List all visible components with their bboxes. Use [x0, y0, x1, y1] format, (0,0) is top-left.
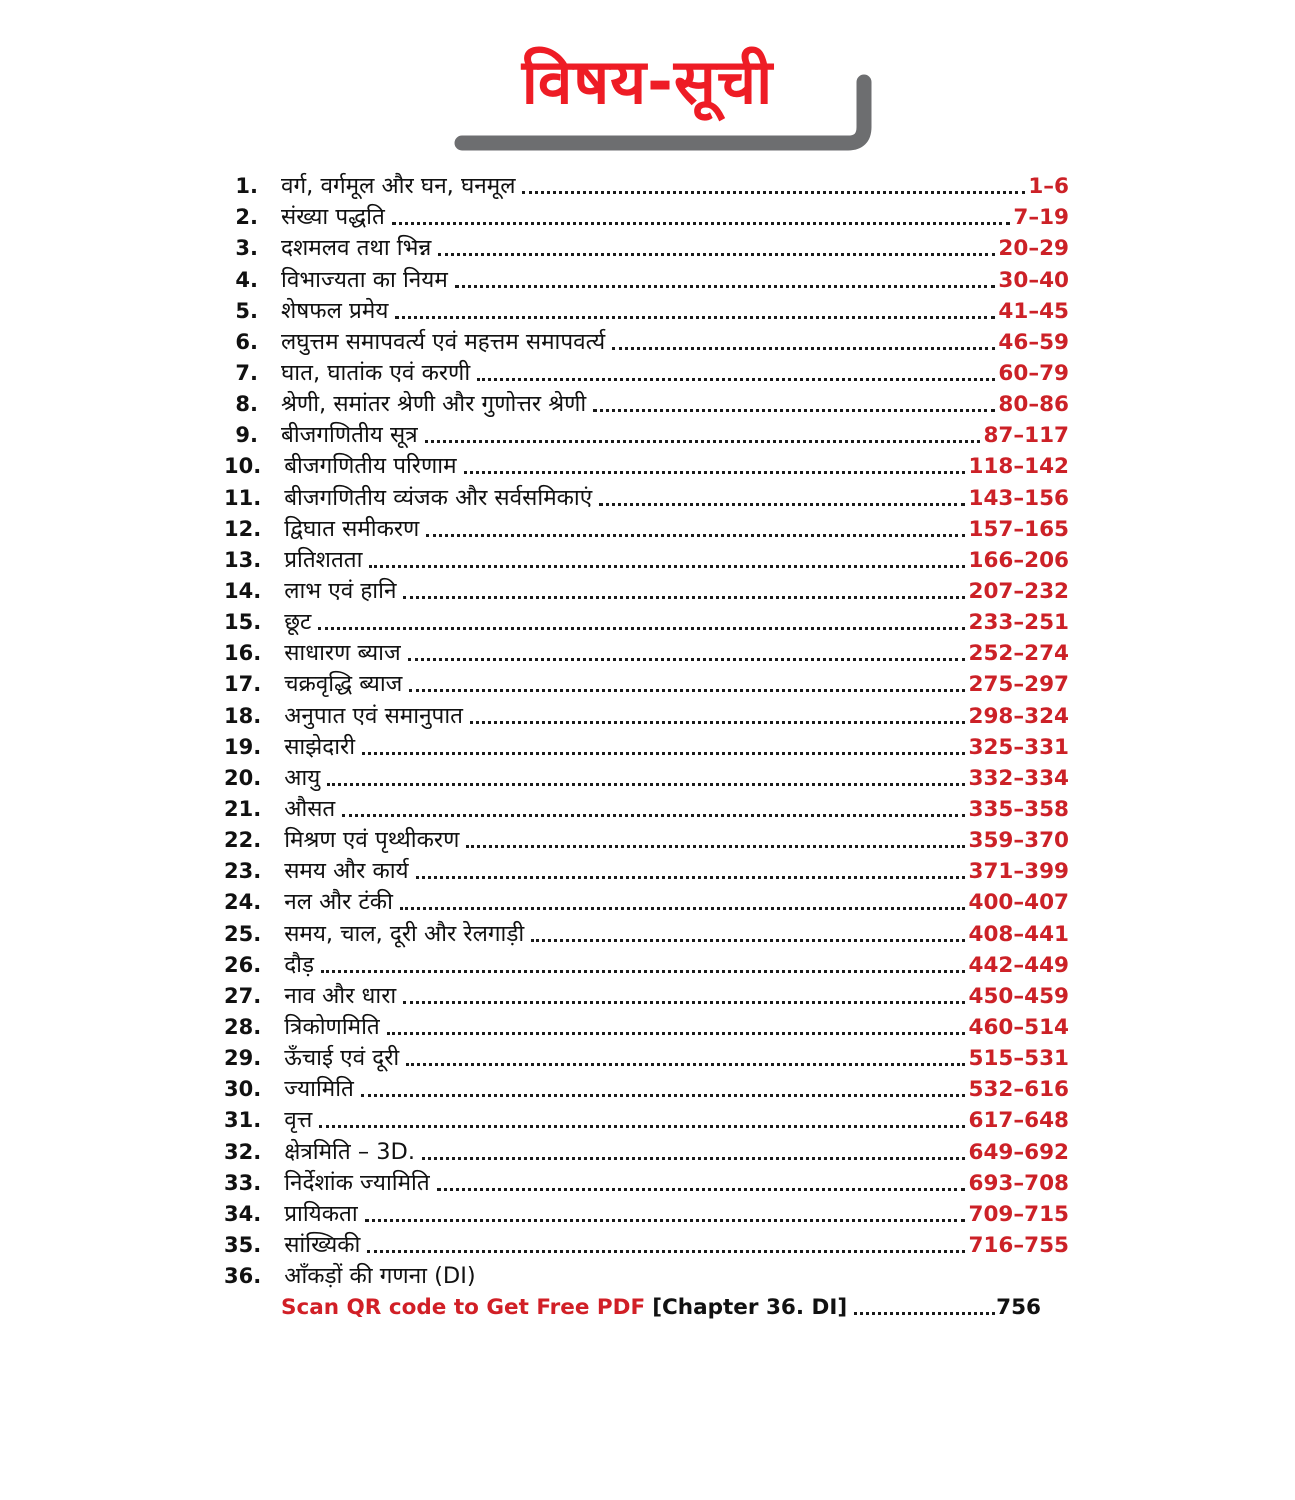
entry-page-range: 709–715 [968, 1201, 1069, 1227]
entry-number: 32. [224, 1139, 262, 1164]
entry-title: ऊँचाई एवं दूरी [284, 1045, 400, 1072]
leader-dots [319, 1125, 965, 1128]
entry-number: 15. [224, 610, 262, 635]
leader-dots [409, 689, 965, 692]
leader-dots [464, 471, 966, 474]
entry-page-range: 87–117 [983, 423, 1069, 449]
entry-title: दौड़ [284, 951, 315, 978]
entry-title: विभाज्यता का नियम [281, 266, 448, 293]
toc-entry [224, 855, 1069, 886]
entry-number: 30. [224, 1077, 262, 1102]
leader-dots [392, 222, 1011, 225]
entry-page-range: 693–708 [968, 1170, 1069, 1196]
leader-dots [612, 347, 995, 350]
entry-number: 21. [224, 796, 262, 821]
leader-dots [361, 1094, 966, 1097]
entry-title: बीजगणितीय व्यंजक और सर्वसमिकाएं [284, 484, 593, 511]
toc-entry [224, 575, 1069, 606]
leader-dots [522, 191, 1025, 194]
entry-number: 10. [224, 454, 262, 479]
entry-number: 12. [224, 516, 262, 541]
entry-number: 11. [224, 485, 262, 510]
entry-number: 9. [235, 423, 258, 448]
entry-number: 5. [235, 298, 258, 323]
qr-note-red-text: Scan QR code to Get Free PDF [281, 1295, 646, 1321]
entry-number: 20. [224, 765, 262, 790]
leader-dots [406, 1063, 965, 1066]
entry-number: 26. [224, 952, 262, 977]
leader-dots [367, 1250, 965, 1253]
entry-title: क्षेत्रमिति – 3D. [284, 1138, 416, 1165]
entry-number: 19. [224, 734, 262, 759]
entry-title: सांख्यिकी [284, 1231, 361, 1258]
entry-number: 35. [224, 1232, 262, 1257]
entry-page-range: 30–40 [998, 267, 1069, 293]
entry-title: दशमलव तथा भिन्न [281, 235, 432, 262]
entry-page-range: 716–755 [968, 1232, 1069, 1258]
entry-number: 27. [224, 983, 262, 1008]
toc-entry [224, 513, 1069, 544]
entry-title: साधारण ब्याज [284, 640, 401, 667]
entry-page-range: 617–648 [968, 1108, 1069, 1134]
entry-title: बीजगणितीय परिणाम [284, 453, 457, 480]
entry-title: आयु [284, 764, 321, 791]
entry-page-range: 20–29 [998, 236, 1069, 262]
entry-page-range: 1–6 [1028, 174, 1069, 200]
leader-dots [403, 1001, 965, 1004]
toc-entry [224, 1260, 1069, 1291]
entry-page-range: 400–407 [968, 890, 1069, 916]
entry-page-range: 7–19 [1013, 205, 1069, 231]
leader-dots [362, 752, 965, 755]
entry-title: समय, चाल, दूरी और रेलगाड़ी [284, 920, 525, 947]
leader-dots [369, 565, 965, 568]
toc-entry [224, 793, 1069, 824]
entry-number: 25. [224, 921, 262, 946]
toc-entry [224, 450, 1069, 481]
toc-entry [224, 731, 1069, 762]
leader-dots [854, 1312, 995, 1315]
leader-dots [342, 814, 965, 817]
entry-page-range: 252–274 [968, 641, 1069, 667]
entry-title: नल और टंकी [284, 889, 393, 916]
toc-entry [224, 980, 1069, 1011]
leader-dots [470, 721, 966, 724]
entry-title: मिश्रण एवं पृथ्थीकरण [284, 827, 460, 854]
entry-page-range: 80–86 [998, 392, 1069, 418]
entry-title: समय और कार्य [284, 858, 409, 885]
page-title: विषय-सूची [521, 45, 774, 118]
toc-rows [224, 170, 1069, 1291]
toc-entry [224, 326, 1069, 357]
entry-page-range: 335–358 [968, 796, 1069, 822]
toc-title-block [0, 0, 1295, 170]
entry-title: निर्देशांक ज्यामिति [284, 1169, 430, 1196]
leader-dots [403, 596, 965, 599]
toc-entry [224, 1011, 1069, 1042]
toc-entry [224, 419, 1069, 450]
leader-dots [477, 378, 995, 381]
leader-dots [422, 1157, 965, 1160]
leader-dots [416, 876, 966, 879]
entry-title: अनुपात एवं समानुपात [284, 702, 463, 729]
toc-entry [224, 917, 1069, 948]
entry-title: प्रायिकता [284, 1200, 358, 1227]
toc-list [224, 170, 1069, 1322]
toc-entry [224, 886, 1069, 917]
entry-page-range: 118–142 [968, 454, 1069, 480]
entry-page-range: 332–334 [968, 765, 1069, 791]
leader-dots [455, 285, 996, 288]
toc-entry [224, 1042, 1069, 1073]
toc-entry [224, 1073, 1069, 1104]
entry-title: औसत [284, 795, 336, 822]
entry-page-range: 371–399 [968, 859, 1069, 885]
entry-page-range: 359–370 [968, 828, 1069, 854]
toc-entry [224, 824, 1069, 855]
toc-entry [224, 1104, 1069, 1135]
leader-dots [531, 939, 965, 942]
entry-title: प्रतिशतता [284, 546, 363, 573]
leader-dots [599, 503, 965, 506]
qr-note-page-number: 756 [996, 1295, 1041, 1321]
toc-entry [224, 1135, 1069, 1166]
toc-entry [224, 201, 1069, 232]
entry-title: वृत्त [284, 1107, 313, 1134]
entry-title: लाभ एवं हानि [284, 577, 397, 604]
entry-page-range: 298–324 [968, 703, 1069, 729]
entry-number: 3. [235, 236, 258, 261]
entry-number: 34. [224, 1201, 262, 1226]
entry-title: लघुत्तम समापवर्त्य एवं महत्तम समापवर्त्य [281, 328, 606, 355]
toc-entry [224, 637, 1069, 668]
toc-entry [224, 762, 1069, 793]
leader-dots [318, 627, 965, 630]
entry-number: 17. [224, 672, 262, 697]
leader-dots [437, 1188, 966, 1191]
entry-title: द्विघात समीकरण [284, 515, 420, 542]
entry-title: साझेदारी [284, 733, 356, 760]
entry-number: 8. [235, 392, 258, 417]
entry-page-range: 46–59 [998, 329, 1069, 355]
entry-title: बीजगणितीय सूत्र [281, 422, 418, 449]
entry-page-range: 532–616 [968, 1077, 1069, 1103]
entry-page-range: 207–232 [968, 578, 1069, 604]
toc-entry [224, 170, 1069, 201]
leader-dots [327, 783, 965, 786]
entry-number: 14. [224, 578, 262, 603]
toc-entry [224, 544, 1069, 575]
entry-number: 24. [224, 890, 262, 915]
entry-number: 4. [235, 267, 258, 292]
entry-number: 33. [224, 1170, 262, 1195]
entry-page-range: 233–251 [968, 610, 1069, 636]
entry-title: वर्ग, वर्गमूल और घन, घनमूल [281, 173, 516, 200]
toc-entry [224, 357, 1069, 388]
leader-dots [395, 316, 995, 319]
toc-entry [224, 1167, 1069, 1198]
qr-note-bracket-text: [Chapter 36. DI] [652, 1295, 848, 1321]
leader-dots [438, 253, 995, 256]
toc-entry [224, 949, 1069, 980]
entry-title: त्रिकोणमिति [284, 1013, 380, 1040]
toc-entry [224, 295, 1069, 326]
toc-entry [224, 263, 1069, 294]
qr-note-row [224, 1291, 1041, 1322]
entry-number: 18. [224, 703, 262, 728]
entry-title: संख्या पद्धति [281, 204, 385, 231]
entry-page-range: 157–165 [968, 516, 1069, 542]
entry-number: 2. [235, 205, 258, 230]
entry-title: घात, घातांक एवं करणी [281, 359, 471, 386]
toc-entry [224, 232, 1069, 263]
entry-page-range: 460–514 [968, 1014, 1069, 1040]
entry-page-range: 442–449 [968, 952, 1069, 978]
entry-page-range: 515–531 [968, 1046, 1069, 1072]
toc-entry [224, 481, 1069, 512]
entry-number: 36. [224, 1264, 262, 1289]
entry-title: शेषफल प्रमेय [281, 297, 389, 324]
entry-title: श्रेणी, समांतर श्रेणी और गुणोत्तर श्रेणी [281, 391, 587, 418]
entry-page-range: 60–79 [998, 360, 1069, 386]
entry-number: 16. [224, 641, 262, 666]
entry-page-range: 325–331 [968, 734, 1069, 760]
leader-dots [365, 1219, 966, 1222]
toc-entry [224, 1198, 1069, 1229]
toc-entry [224, 606, 1069, 637]
leader-dots [425, 440, 981, 443]
entry-number: 13. [224, 547, 262, 572]
toc-entry [224, 668, 1069, 699]
entry-page-range: 408–441 [968, 921, 1069, 947]
leader-dots [408, 658, 966, 661]
toc-entry [224, 388, 1069, 419]
leader-dots [466, 845, 965, 848]
entry-page-range: 143–156 [968, 485, 1069, 511]
entry-title: ज्यामिति [284, 1076, 354, 1103]
entry-page-range: 166–206 [968, 547, 1069, 573]
entry-page-range: 41–45 [998, 298, 1069, 324]
entry-page-range: 450–459 [968, 983, 1069, 1009]
entry-title: चक्रवृद्धि ब्याज [284, 671, 403, 698]
entry-number: 1. [235, 174, 258, 199]
entry-number: 23. [224, 859, 262, 884]
entry-page-range: 275–297 [968, 672, 1069, 698]
leader-dots [426, 534, 965, 537]
entry-number: 6. [235, 329, 258, 354]
entry-title: आँकड़ों की गणना (DI) [284, 1263, 476, 1290]
entry-title: नाव और धारा [284, 982, 397, 1009]
entry-number: 22. [224, 828, 262, 853]
entry-number: 28. [224, 1014, 262, 1039]
toc-entry [224, 1229, 1069, 1260]
leader-dots [593, 409, 995, 412]
toc-entry [224, 699, 1069, 730]
entry-title: छूट [284, 609, 312, 636]
entry-number: 7. [235, 360, 258, 385]
leader-dots [387, 1032, 966, 1035]
leader-dots [400, 907, 966, 910]
leader-dots [321, 970, 965, 973]
entry-number: 29. [224, 1046, 262, 1071]
entry-page-range: 649–692 [968, 1139, 1069, 1165]
entry-number: 31. [224, 1108, 262, 1133]
